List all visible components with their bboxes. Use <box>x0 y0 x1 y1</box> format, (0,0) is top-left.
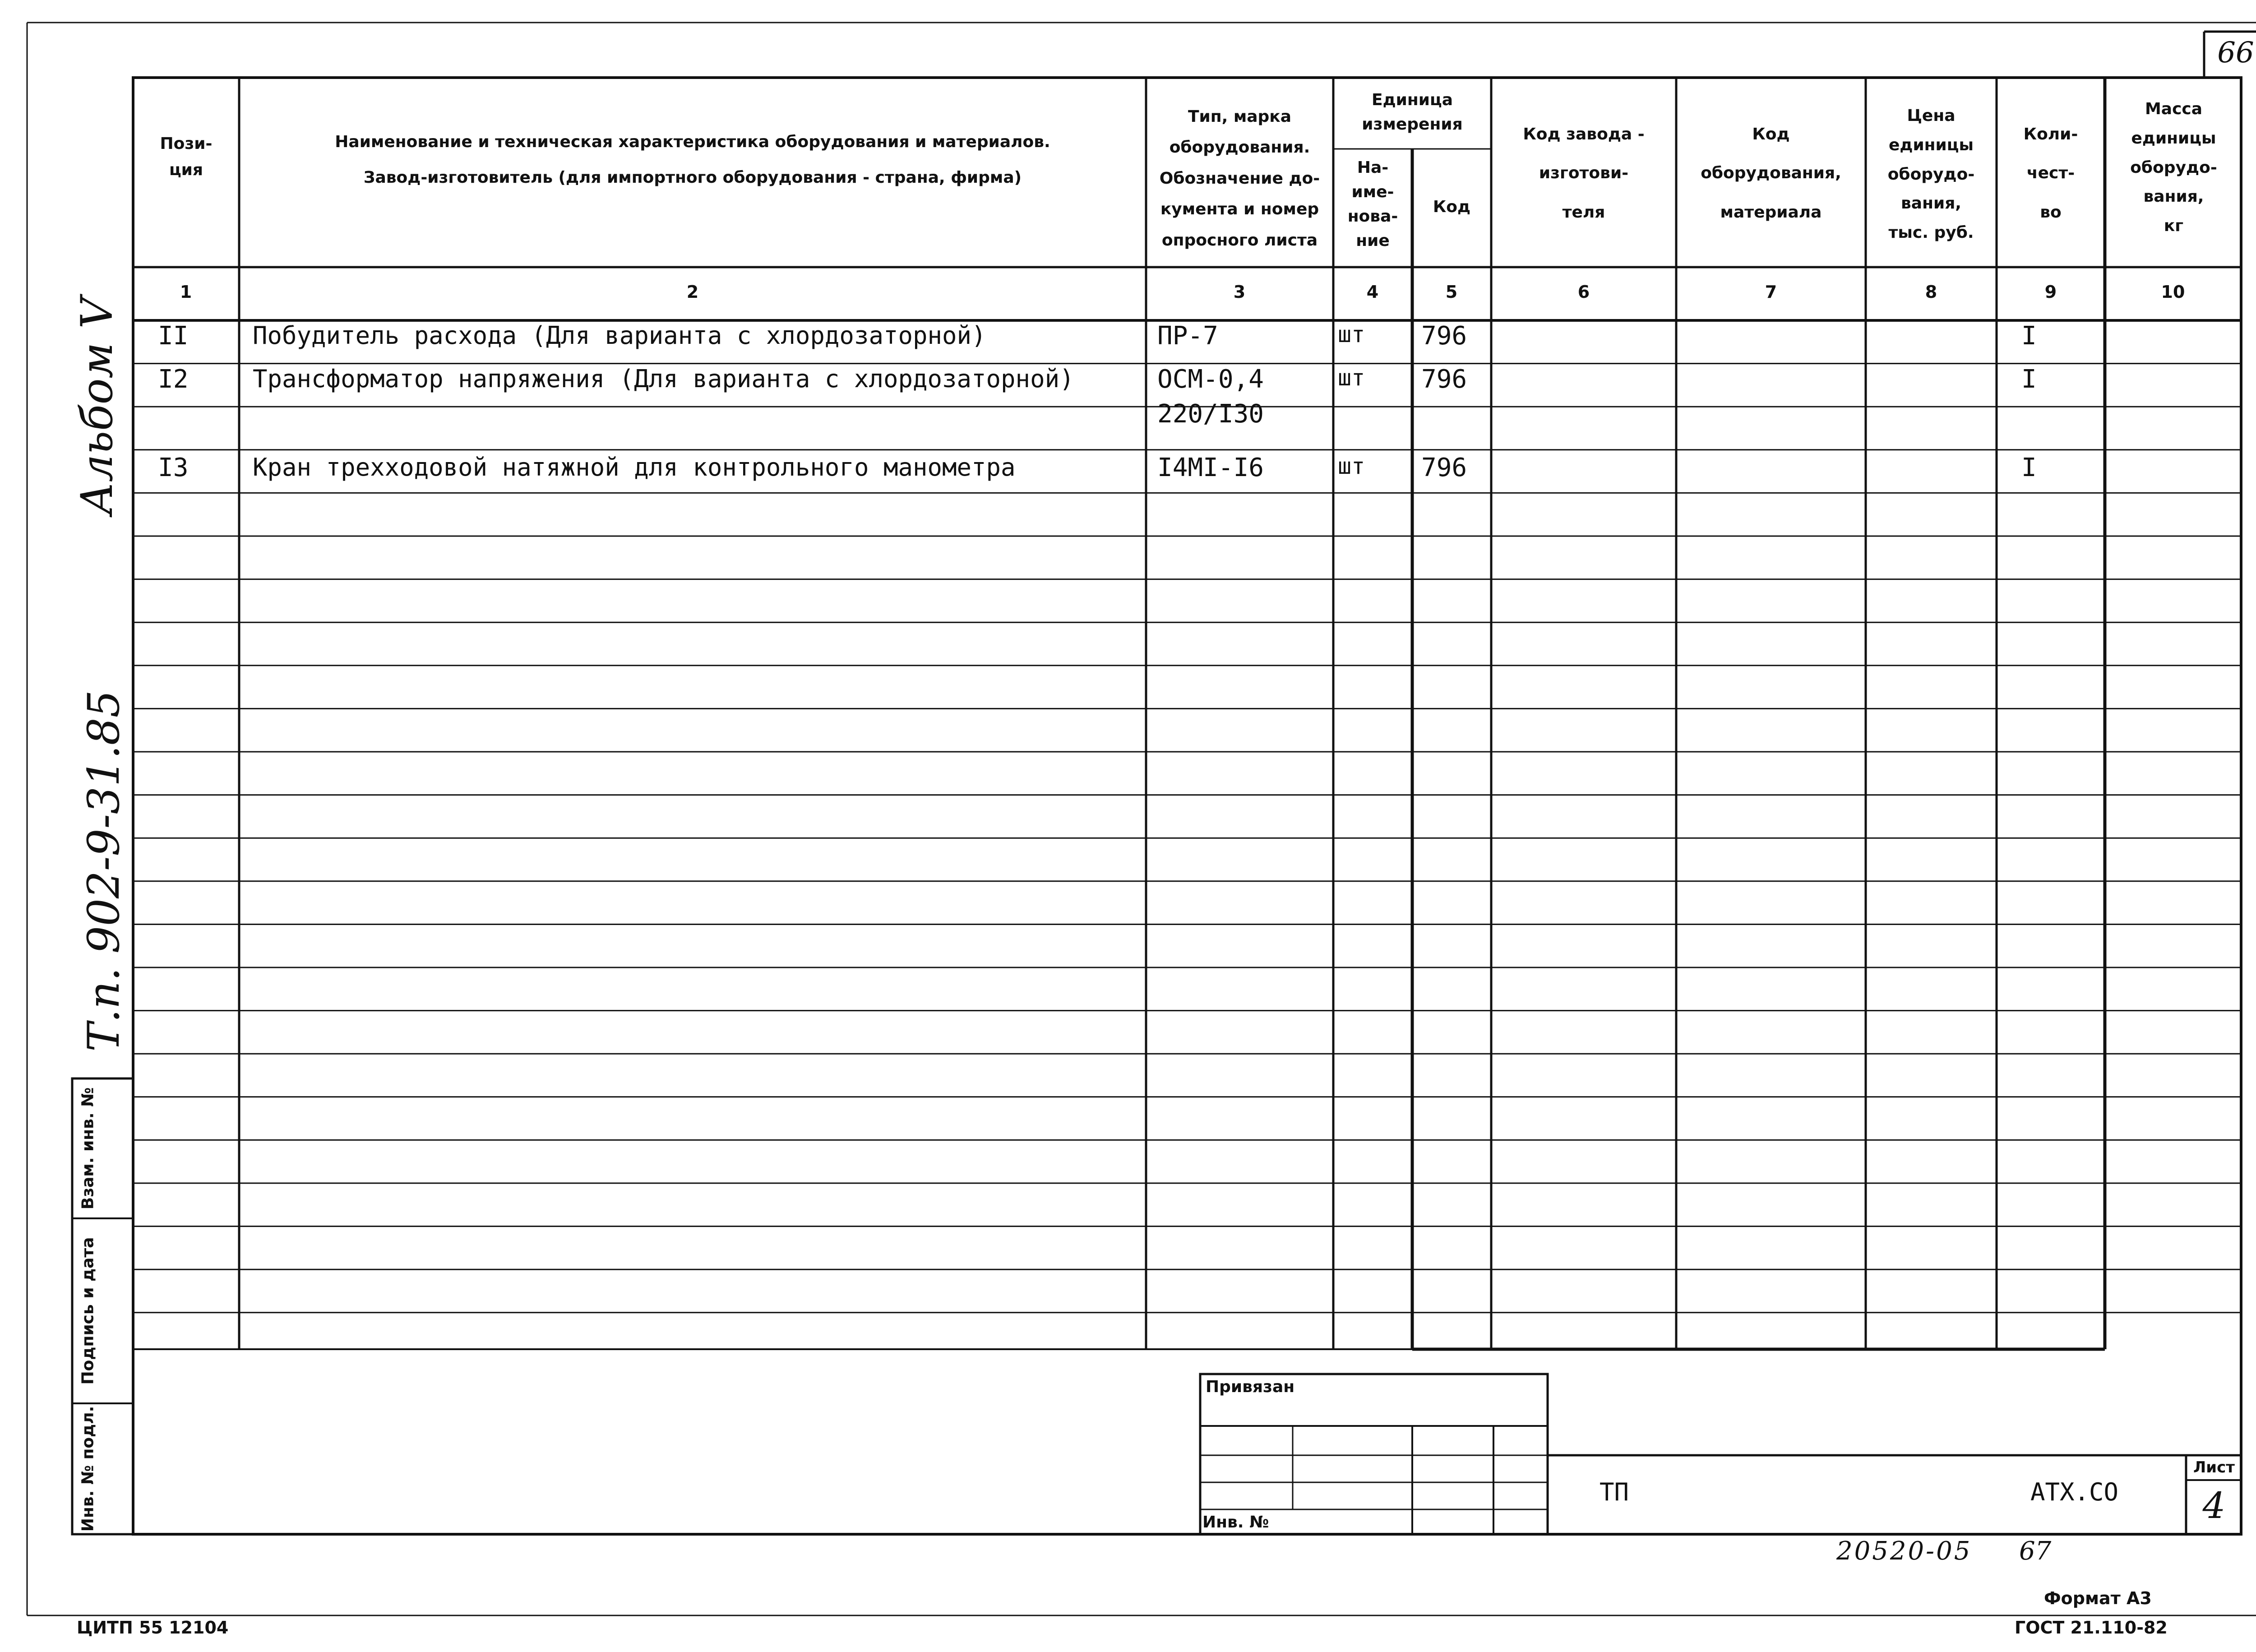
header-mass: Масса единицы оборудо- вания, кг <box>2130 100 2217 236</box>
header-quantity: Коли- чест- во <box>2023 125 2078 222</box>
format-label: Формат А3 <box>2044 1588 2152 1608</box>
stamp-signature-date: Подпись и дата <box>79 1237 97 1385</box>
cell-type: I4MI-I6 <box>1157 453 1264 482</box>
column-number: 2 <box>686 282 699 302</box>
stamp-vzam-inv: Взам. инв. № <box>79 1087 97 1210</box>
left-code: ЦИТП 55 12104 <box>77 1618 229 1638</box>
cell-unit-code: 796 <box>1421 321 1467 351</box>
gost-label: ГОСТ 21.110-82 <box>2015 1618 2168 1638</box>
cell-name: Побудитель расхода (Для варианта с хлордозаторной) <box>253 321 986 350</box>
column-number: 4 <box>1366 282 1379 302</box>
cell-quantity: I <box>2021 453 2037 482</box>
inv-no-label: Инв. № <box>1202 1513 1269 1532</box>
privyazan-label: Привязан <box>1206 1378 1295 1396</box>
column-number: 1 <box>180 282 192 302</box>
cell-type: 220/I30 <box>1157 399 1264 429</box>
header-unit-name: На- име- нова- ние <box>1347 158 1398 250</box>
cell-unit: шт <box>1338 321 1365 347</box>
cell-type: ПР-7 <box>1157 321 1218 351</box>
column-number: 9 <box>2044 282 2057 302</box>
project-mark: Т.п. 902-9-31.85 <box>79 690 129 1052</box>
header-position: Пози- ция <box>160 134 213 179</box>
cell-unit: шт <box>1338 453 1365 479</box>
order-number: 20520-05 <box>1836 1536 1972 1566</box>
header-price: Цена единицы оборудо- вания, тыс. руб. <box>1887 106 1975 242</box>
header-name: Наименование и техническая характеристика оборудования и материалов. Завод-изготовитель (для импортного оборудования - страна, фирма) <box>335 133 1050 187</box>
cell-position: II <box>158 321 189 351</box>
order-page: 67 <box>2019 1536 2052 1566</box>
tp-label: ТП <box>1600 1478 1629 1506</box>
header-unit-group: Единица измерения <box>1362 91 1463 134</box>
column-number: 3 <box>1233 282 1246 302</box>
cell-unit: шт <box>1338 365 1365 391</box>
header-type: Тип, марка оборудования. Обозначение до- кумента и номер опросного листа <box>1159 107 1320 250</box>
cell-quantity: I <box>2021 365 2037 394</box>
column-number: 6 <box>1577 282 1590 302</box>
cell-position: I3 <box>158 453 189 482</box>
cell-name: Кран трехходовой натяжной для контрольного манометра <box>253 453 1016 481</box>
stamp-inv-podl: Инв. № подл. <box>79 1406 97 1532</box>
cell-position: I2 <box>158 365 189 394</box>
cell-quantity: I <box>2021 321 2037 351</box>
column-number: 5 <box>1445 282 1458 302</box>
cell-unit-code: 796 <box>1421 453 1467 482</box>
page-number: 66 <box>2217 36 2254 69</box>
column-number: 7 <box>1765 282 1777 302</box>
album-mark: Альбом V <box>72 297 122 515</box>
sheet-number: 4 <box>2202 1485 2226 1527</box>
document-code: АТХ.СО <box>2030 1478 2119 1506</box>
sheet-label: Лист <box>2193 1458 2235 1476</box>
header-plant-code: Код завода - изготови- теля <box>1523 125 1645 222</box>
cell-type: ОСМ-0,4 <box>1157 365 1264 394</box>
cell-unit-code: 796 <box>1421 365 1467 394</box>
header-equipment-code: Код оборудования, материала <box>1701 125 1841 222</box>
cell-name: Трансформатор напряжения (Для варианта с хлордозаторной) <box>253 365 1074 393</box>
column-number: 8 <box>1925 282 1937 302</box>
header-unit-code: Код <box>1433 198 1471 216</box>
column-number: 10 <box>2161 282 2185 302</box>
